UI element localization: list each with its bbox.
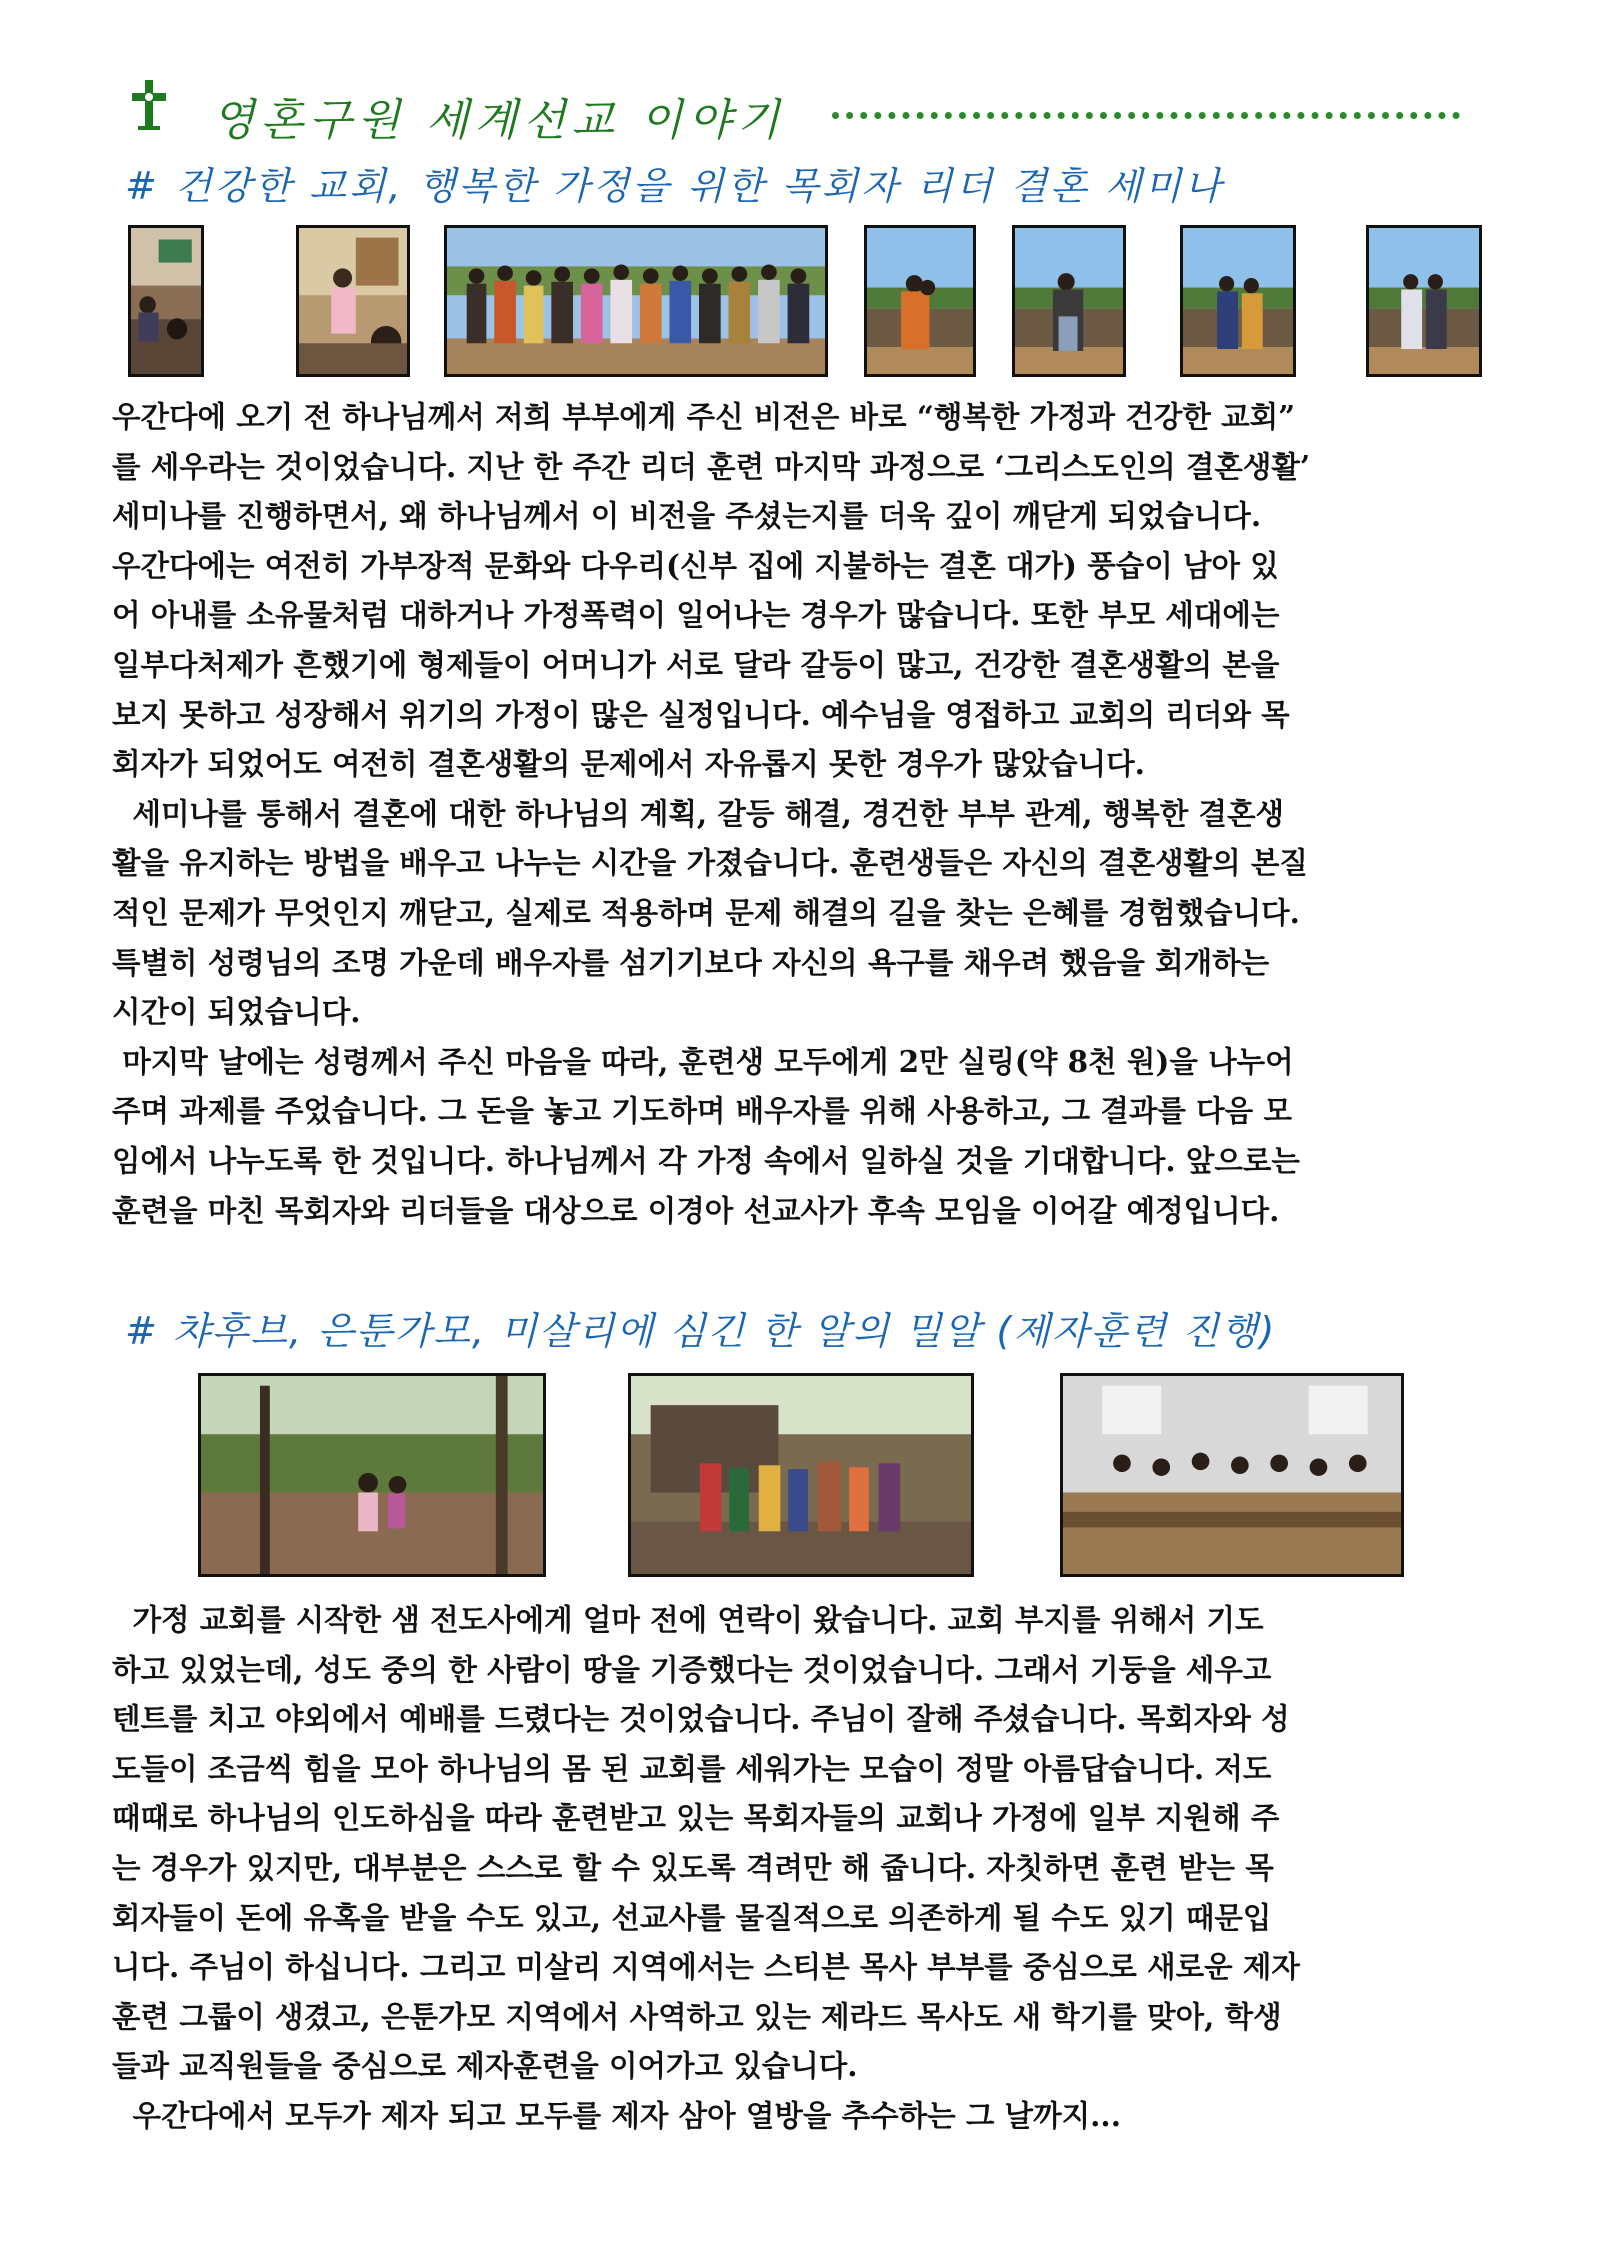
text-line: 일부다처제가 흔했기에 형제들이 어머니가 서로 달라 갈등이 많고, 건강한 결혼생활의 본을: [112, 646, 1280, 682]
text-line: 회자들이 돈에 유혹을 받을 수도 있고, 선교사를 물질적으로 의존하게 될 수도 있기 때문입: [112, 1899, 1272, 1935]
cross-icon: [126, 78, 172, 132]
text-line: 세미나를 통해서 결혼에 대한 하나님의 계획, 갈등 해결, 경건한 부부 관계, 행복한 결혼생: [112, 795, 1284, 831]
text-line: 활을 유지하는 방법을 배우고 나누는 시간을 가졌습니다. 훈련생들은 자신의 결혼생활의 본질: [112, 845, 1308, 881]
text-line: 세미나를 진행하면서, 왜 하나님께서 이 비전을 주셨는지를 더욱 깊이 깨닫게 되었습니다.: [112, 498, 1262, 534]
dotted-rule: [832, 112, 1460, 119]
text-line: 는 경우가 있지만, 대부분은 스스로 할 수 있도록 격려만 해 줍니다. 자칫하면 훈련 받는 목: [112, 1849, 1274, 1885]
text-line: 텐트를 치고 야외에서 예배를 드렸다는 것이었습니다. 주님이 잘해 주셨습니다. 목회자와 성: [112, 1701, 1290, 1737]
photo-seminar-classroom: [128, 225, 204, 377]
photo-couple-hug-2: [1012, 225, 1126, 377]
text-line: 도들이 조금씩 힘을 모아 하나님의 몸 된 교회를 세워가는 모습이 정말 아름답습니다. 저도: [112, 1750, 1272, 1786]
section-2-body: [112, 1595, 1500, 2141]
text-line: 마지막 날에는 성령께서 주신 마음을 따라, 훈련생 모두에게 2만 실링(약 8천 원)을 나누어: [112, 1043, 1294, 1079]
text-line: 우간다에는 여전히 가부장적 문화와 다우리(신부 집에 지불하는 결혼 대가) 풍습이 남아 있: [112, 547, 1279, 583]
text-line: 임에서 나누도록 한 것입니다. 하나님께서 각 가정 속에서 일하실 것을 기대합니다. 앞으로는: [112, 1142, 1300, 1178]
text-line: 가정 교회를 시작한 샘 전도사에게 얼마 전에 연락이 왔습니다. 교회 부지를 위해서 기도: [112, 1602, 1264, 1637]
page-header: [112, 78, 1492, 146]
text-line: 를 세우라는 것이었습니다. 지난 한 주간 리더 훈련 마지막 과정으로 ‘그리스도인의 결혼생활’: [112, 448, 1311, 484]
section-1-body: [112, 392, 1500, 1235]
text-line: 니다. 주님이 하십니다. 그리고 미살리 지역에서는 스티븐 목사 부부를 중심으로 새로운 제자: [112, 1949, 1300, 1985]
photo-couple-4: [1366, 225, 1482, 377]
text-line: 시간이 되었습니다.: [112, 994, 361, 1030]
text-line: 때때로 하나님의 인도하심을 따라 훈련받고 있는 목회자들의 교회나 가정에 일부 지원해 주: [112, 1800, 1280, 1836]
text-line: 우간다에 오기 전 하나님께서 저희 부부에게 주신 비전은 바로 “행복한 가정과 건강한 교회”: [112, 399, 1296, 434]
photo-couple-hug-1: [864, 225, 976, 377]
text-line: 주며 과제를 주었습니다. 그 돈을 놓고 기도하며 배우자를 위해 사용하고, 그 결과를 다음 모: [112, 1093, 1292, 1129]
photo-seminar-speaker: [296, 225, 410, 377]
section-2-title: # 챠후브, 은툰가모, 미살리에 심긴 한 알의 밀알 (제자훈련 진행): [125, 1309, 1277, 1353]
text-line: 우간다에서 모두가 제자 되고 모두를 제자 삼아 열방을 추수하는 그 날까지...: [112, 2097, 1121, 2133]
photo-classroom-training: [1060, 1373, 1404, 1577]
text-line: 적인 문제가 무엇인지 깨닫고, 실제로 적용하며 문제 해결의 길을 찾는 은혜를 경험했습니다.: [112, 894, 1300, 930]
photo-house-church-group: [628, 1373, 974, 1577]
page-title: 영혼구원 세계선교 이야기: [212, 95, 786, 146]
photo-group: [444, 225, 828, 377]
text-line: 들과 교직원들을 중심으로 제자훈련을 이어가고 있습니다.: [112, 2048, 858, 2084]
text-line: 훈련을 마친 목회자와 리더들을 대상으로 이경아 선교사가 후속 모임을 이어갈 예정입니다.: [112, 1192, 1280, 1228]
photo-couple-3: [1180, 225, 1296, 377]
text-line: 회자가 되었어도 여전히 결혼생활의 문제에서 자유롭지 못한 경우가 많았습니다.: [112, 746, 1145, 782]
text-line: 특별히 성령님의 조명 가운데 배우자를 섬기기보다 자신의 욕구를 채우려 했음을 회개하는: [112, 944, 1270, 980]
text-line: 어 아내를 소유물처럼 대하거나 가정폭력이 일어나는 경우가 많습니다. 또한 부모 세대에는: [112, 597, 1280, 633]
text-line: 훈련 그룹이 생겼고, 은툰가모 지역에서 사역하고 있는 제라드 목사도 새 학기를 맞아, 학생: [112, 1998, 1282, 2034]
section-1-title: # 건강한 교회, 행복한 가정을 위한 목회자 리더 결혼 세미나: [125, 164, 1224, 208]
text-line: 보지 못하고 성장해서 위기의 가정이 많은 실정입니다. 예수님을 영접하고 교회의 리더와 목: [112, 696, 1290, 732]
photo-outdoor-worship: [198, 1373, 546, 1577]
text-line: 하고 있었는데, 성도 중의 한 사람이 땅을 기증했다는 것이었습니다. 그래서 기둥을 세우고: [112, 1651, 1272, 1687]
